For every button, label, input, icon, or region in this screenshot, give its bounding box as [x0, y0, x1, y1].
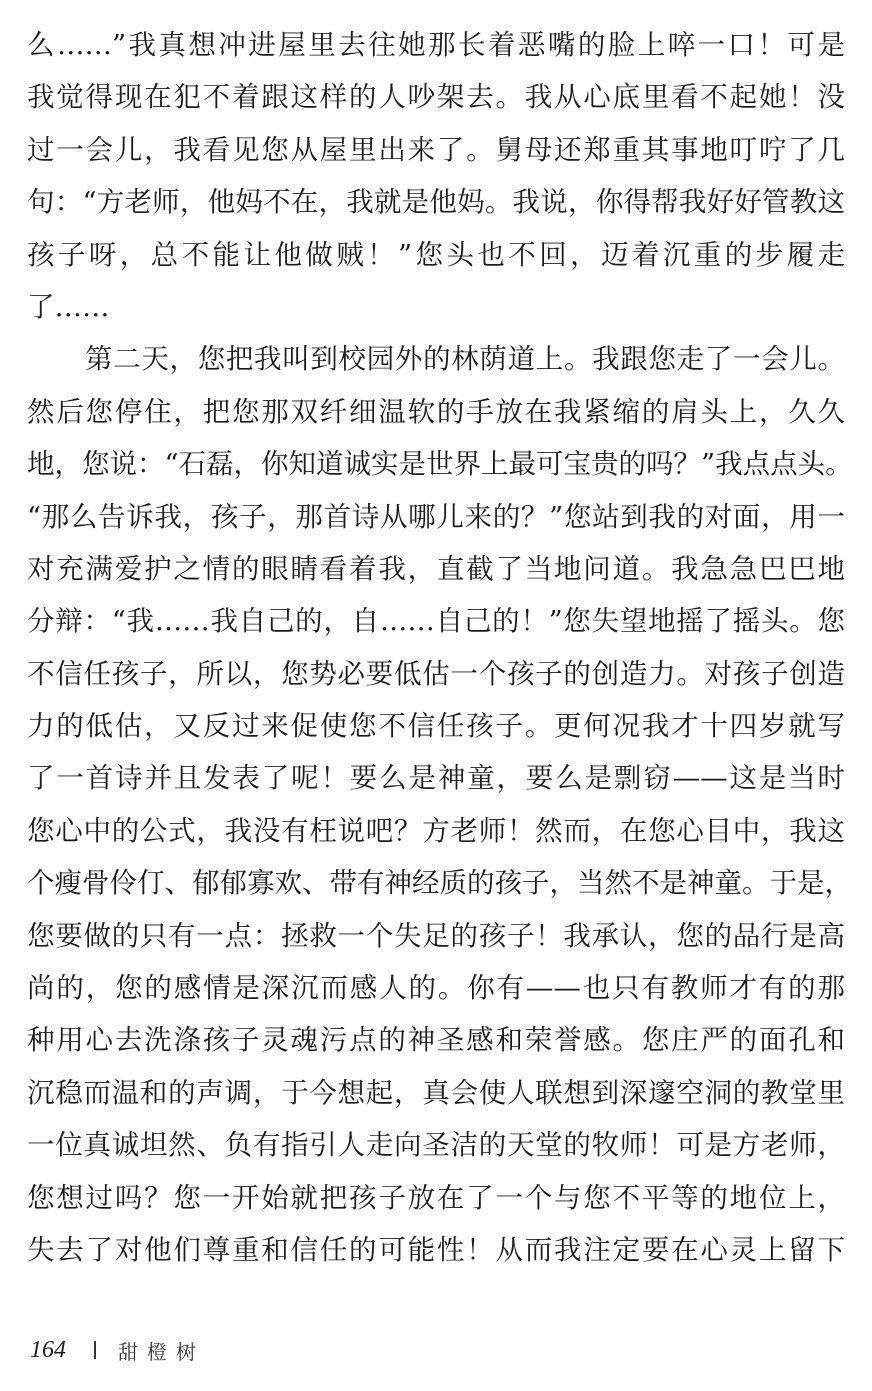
text-line: “那么告诉我，孩子，那首诗从哪儿来的？”您站到我的对面，用一	[27, 500, 845, 533]
text-line: 对充满爱护之情的眼睛看着我，直截了当地问道。我急急巴巴地	[27, 552, 845, 585]
text-line: 种用心去洗涤孩子灵魂污点的神圣感和荣誉感。您庄严的面孔和	[27, 1024, 845, 1057]
text-line: 然后您停住，把您那双纤细温软的手放在我紧缩的肩头上，久久	[27, 395, 845, 428]
text-line: 分辩：“我……我自己的，自……自己的！”您失望地摇了摇头。您	[27, 605, 845, 638]
text-line: 么……”我真想冲进屋里去往她那长着恶嘴的脸上啐一口！可是	[27, 29, 845, 61]
text-line: 一位真诚坦然、负有指引人走向圣洁的天堂的牧师！可是方老师，	[27, 1129, 845, 1162]
page-footer	[30, 1330, 205, 1370]
book-title: 甜橙树	[118, 1339, 205, 1364]
text-line: 我觉得现在犯不着跟这样的人吵架去。我从心底里看不起她！没	[27, 81, 845, 114]
text-line: 尚的，您的感情是深沉而感人的。你有——也只有教师才有的那	[27, 972, 845, 1005]
page-number: 164	[30, 1336, 66, 1363]
footer-divider	[94, 1341, 96, 1359]
text-line: 个瘦骨伶仃、郁郁寡欢、带有神经质的孩子，当然不是神童。于是，	[27, 867, 852, 900]
text-line: 过一会儿，我看见您从屋里出来了。舅母还郑重其事地叮咛了几	[27, 133, 845, 166]
text-line: 您要做的只有一点：拯救一个失足的孩子！我承认，您的品行是高	[27, 919, 845, 952]
paragraph-start-line: 第二天，您把我叫到校园外的林荫道上。我跟您走了一会儿。	[85, 343, 845, 376]
text-line: 力的低估，又反过来促使您不信任孩子。更何况我才十四岁就写	[27, 710, 845, 743]
body-text	[27, 19, 853, 1276]
text-line: 您心中的公式，我没有枉说吧？方老师！然而，在您心目中，我这	[27, 814, 845, 847]
text-line: 不信任孩子，所以，您势必要低估一个孩子的创造力。对孩子创造	[27, 657, 845, 690]
text-line: 沉稳而温和的声调，于今想起，真会使人联想到深邃空洞的教堂里	[27, 1076, 845, 1109]
text-line: 失去了对他们尊重和信任的可能性！从而我注定要在心灵上留下	[27, 1233, 845, 1266]
text-line: 句：“方老师，他妈不在，我就是他妈。我说，你得帮我好好管教这	[27, 186, 845, 219]
text-line: 地，您说：“石磊，你知道诚实是世界上最可宝贵的吗？”我点点头。	[27, 448, 853, 481]
text-line: 了一首诗并且发表了呢！要么是神童，要么是剽窃——这是当时	[27, 762, 845, 795]
paragraph-end-line: 了……	[27, 290, 110, 323]
text-line: 孩子呀，总不能让他做贼！”您头也不回，迈着沉重的步履走	[27, 238, 845, 271]
text-line: 您想过吗？您一开始就把孩子放在了一个与您不平等的地位上，	[27, 1181, 845, 1214]
